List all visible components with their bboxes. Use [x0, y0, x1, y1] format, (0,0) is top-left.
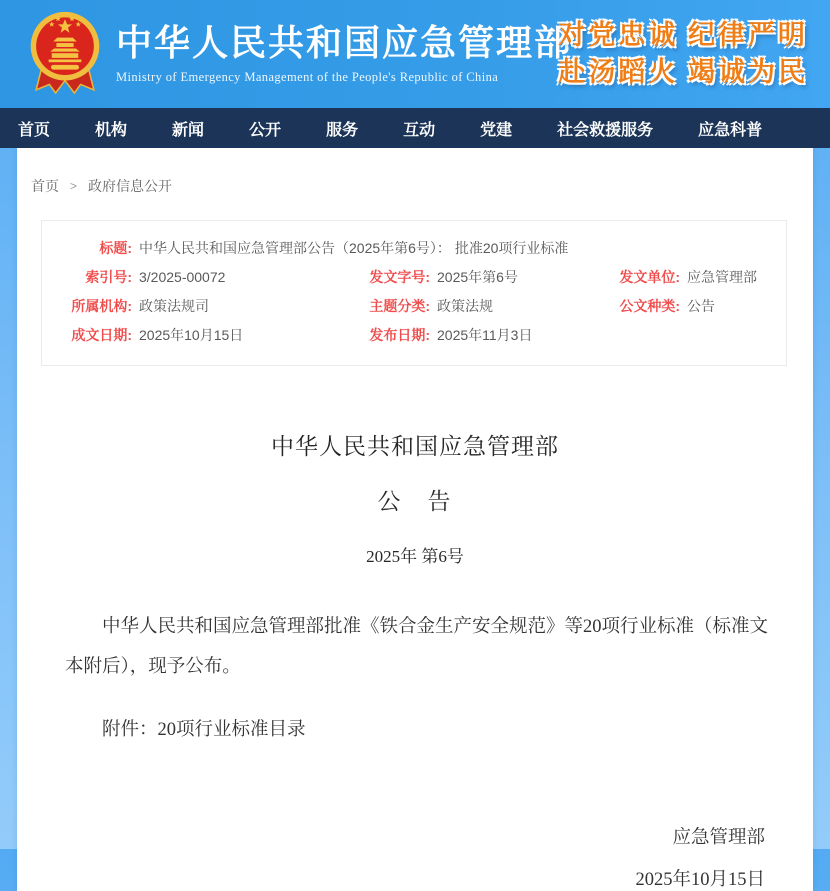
- meta-dept-label: 所属机构:: [71, 298, 132, 314]
- doc-sign-date: 2025年10月15日: [635, 870, 765, 890]
- meta-publish-date-value: 2025年11月3日: [437, 327, 533, 343]
- meta-row: [42, 321, 786, 350]
- meta-doctype-value: 公告: [687, 298, 715, 314]
- meta-row: [42, 263, 786, 292]
- site-title: 中华人民共和国应急管理部: [116, 22, 573, 63]
- meta-dept-value: 政策法规司: [139, 298, 209, 314]
- doc-attachment-line: 附件：20项行业标准目录: [102, 720, 306, 740]
- meta-issuer-label: 发文单位:: [619, 269, 680, 285]
- nav-item-social-rescue[interactable]: 社会救援服务: [557, 121, 654, 139]
- breadcrumb-current[interactable]: 政府信息公开: [88, 178, 173, 194]
- doc-org-title: 中华人民共和国应急管理部: [271, 434, 559, 459]
- breadcrumb-home[interactable]: 首页: [31, 178, 59, 194]
- nav-item-org[interactable]: 机构: [95, 121, 128, 139]
- nav-item-home[interactable]: 首页: [18, 121, 51, 139]
- content-card: [17, 148, 813, 891]
- meta-row: [42, 292, 786, 321]
- nav-item-party[interactable]: 党建: [480, 121, 513, 139]
- doc-issue-number: 2025年 第6号: [366, 547, 464, 566]
- meta-doctype-label: 公文种类:: [619, 298, 680, 314]
- site-subtitle-en: Ministry of Emergency Management of the People's Republic of China: [116, 70, 499, 84]
- meta-topic-label: 主题分类:: [369, 298, 430, 314]
- doc-signer: 应急管理部: [672, 828, 765, 848]
- meta-row-title: [42, 234, 786, 263]
- site-titles: [116, 23, 572, 85]
- meta-written-date-value: 2025年10月15日: [139, 327, 244, 343]
- meta-topic-value: 政策法规: [437, 298, 493, 314]
- slogan-line-1: 对党忠诚 纪律严明: [558, 20, 808, 50]
- doc-body-paragraph: 中华人民共和国应急管理部批准《铁合金生产安全规范》等20项行业标准（标准文本附后），现予公布。: [65, 617, 769, 677]
- header-slogan: [558, 17, 808, 91]
- nav-item-science[interactable]: 应急科普: [698, 121, 763, 139]
- meta-docnum-value: 2025年第6号: [437, 269, 518, 285]
- main-nav: [0, 108, 830, 148]
- announcement-document: [17, 428, 813, 891]
- meta-written-date-label: 成文日期:: [71, 327, 132, 343]
- meta-docnum-label: 发文字号:: [369, 269, 430, 285]
- breadcrumb: [17, 148, 813, 196]
- meta-index-label: 索引号:: [85, 269, 132, 285]
- document-metadata-box: [41, 220, 787, 366]
- nav-item-interaction[interactable]: 互动: [403, 121, 436, 139]
- nav-item-news[interactable]: 新闻: [172, 121, 205, 139]
- meta-issuer-value: 应急管理部: [687, 269, 757, 285]
- nav-item-disclosure[interactable]: 公开: [249, 121, 282, 139]
- slogan-line-2: 赴汤蹈火 竭诚为民: [558, 57, 808, 87]
- meta-title-value: 中华人民共和国应急管理部公告（2025年第6号）： 批准20项行业标准: [139, 240, 569, 256]
- nav-item-services[interactable]: 服务: [326, 121, 359, 139]
- site-logo[interactable]: [26, 10, 572, 98]
- site-header: [0, 0, 830, 108]
- doc-type-title: 公 告: [377, 489, 453, 514]
- national-emblem-icon: [26, 10, 104, 98]
- meta-index-value: 3/2025-00072: [139, 269, 226, 285]
- meta-title-label: 标题:: [99, 240, 132, 256]
- meta-publish-date-label: 发布日期:: [369, 327, 430, 343]
- breadcrumb-separator-icon: >: [70, 179, 78, 193]
